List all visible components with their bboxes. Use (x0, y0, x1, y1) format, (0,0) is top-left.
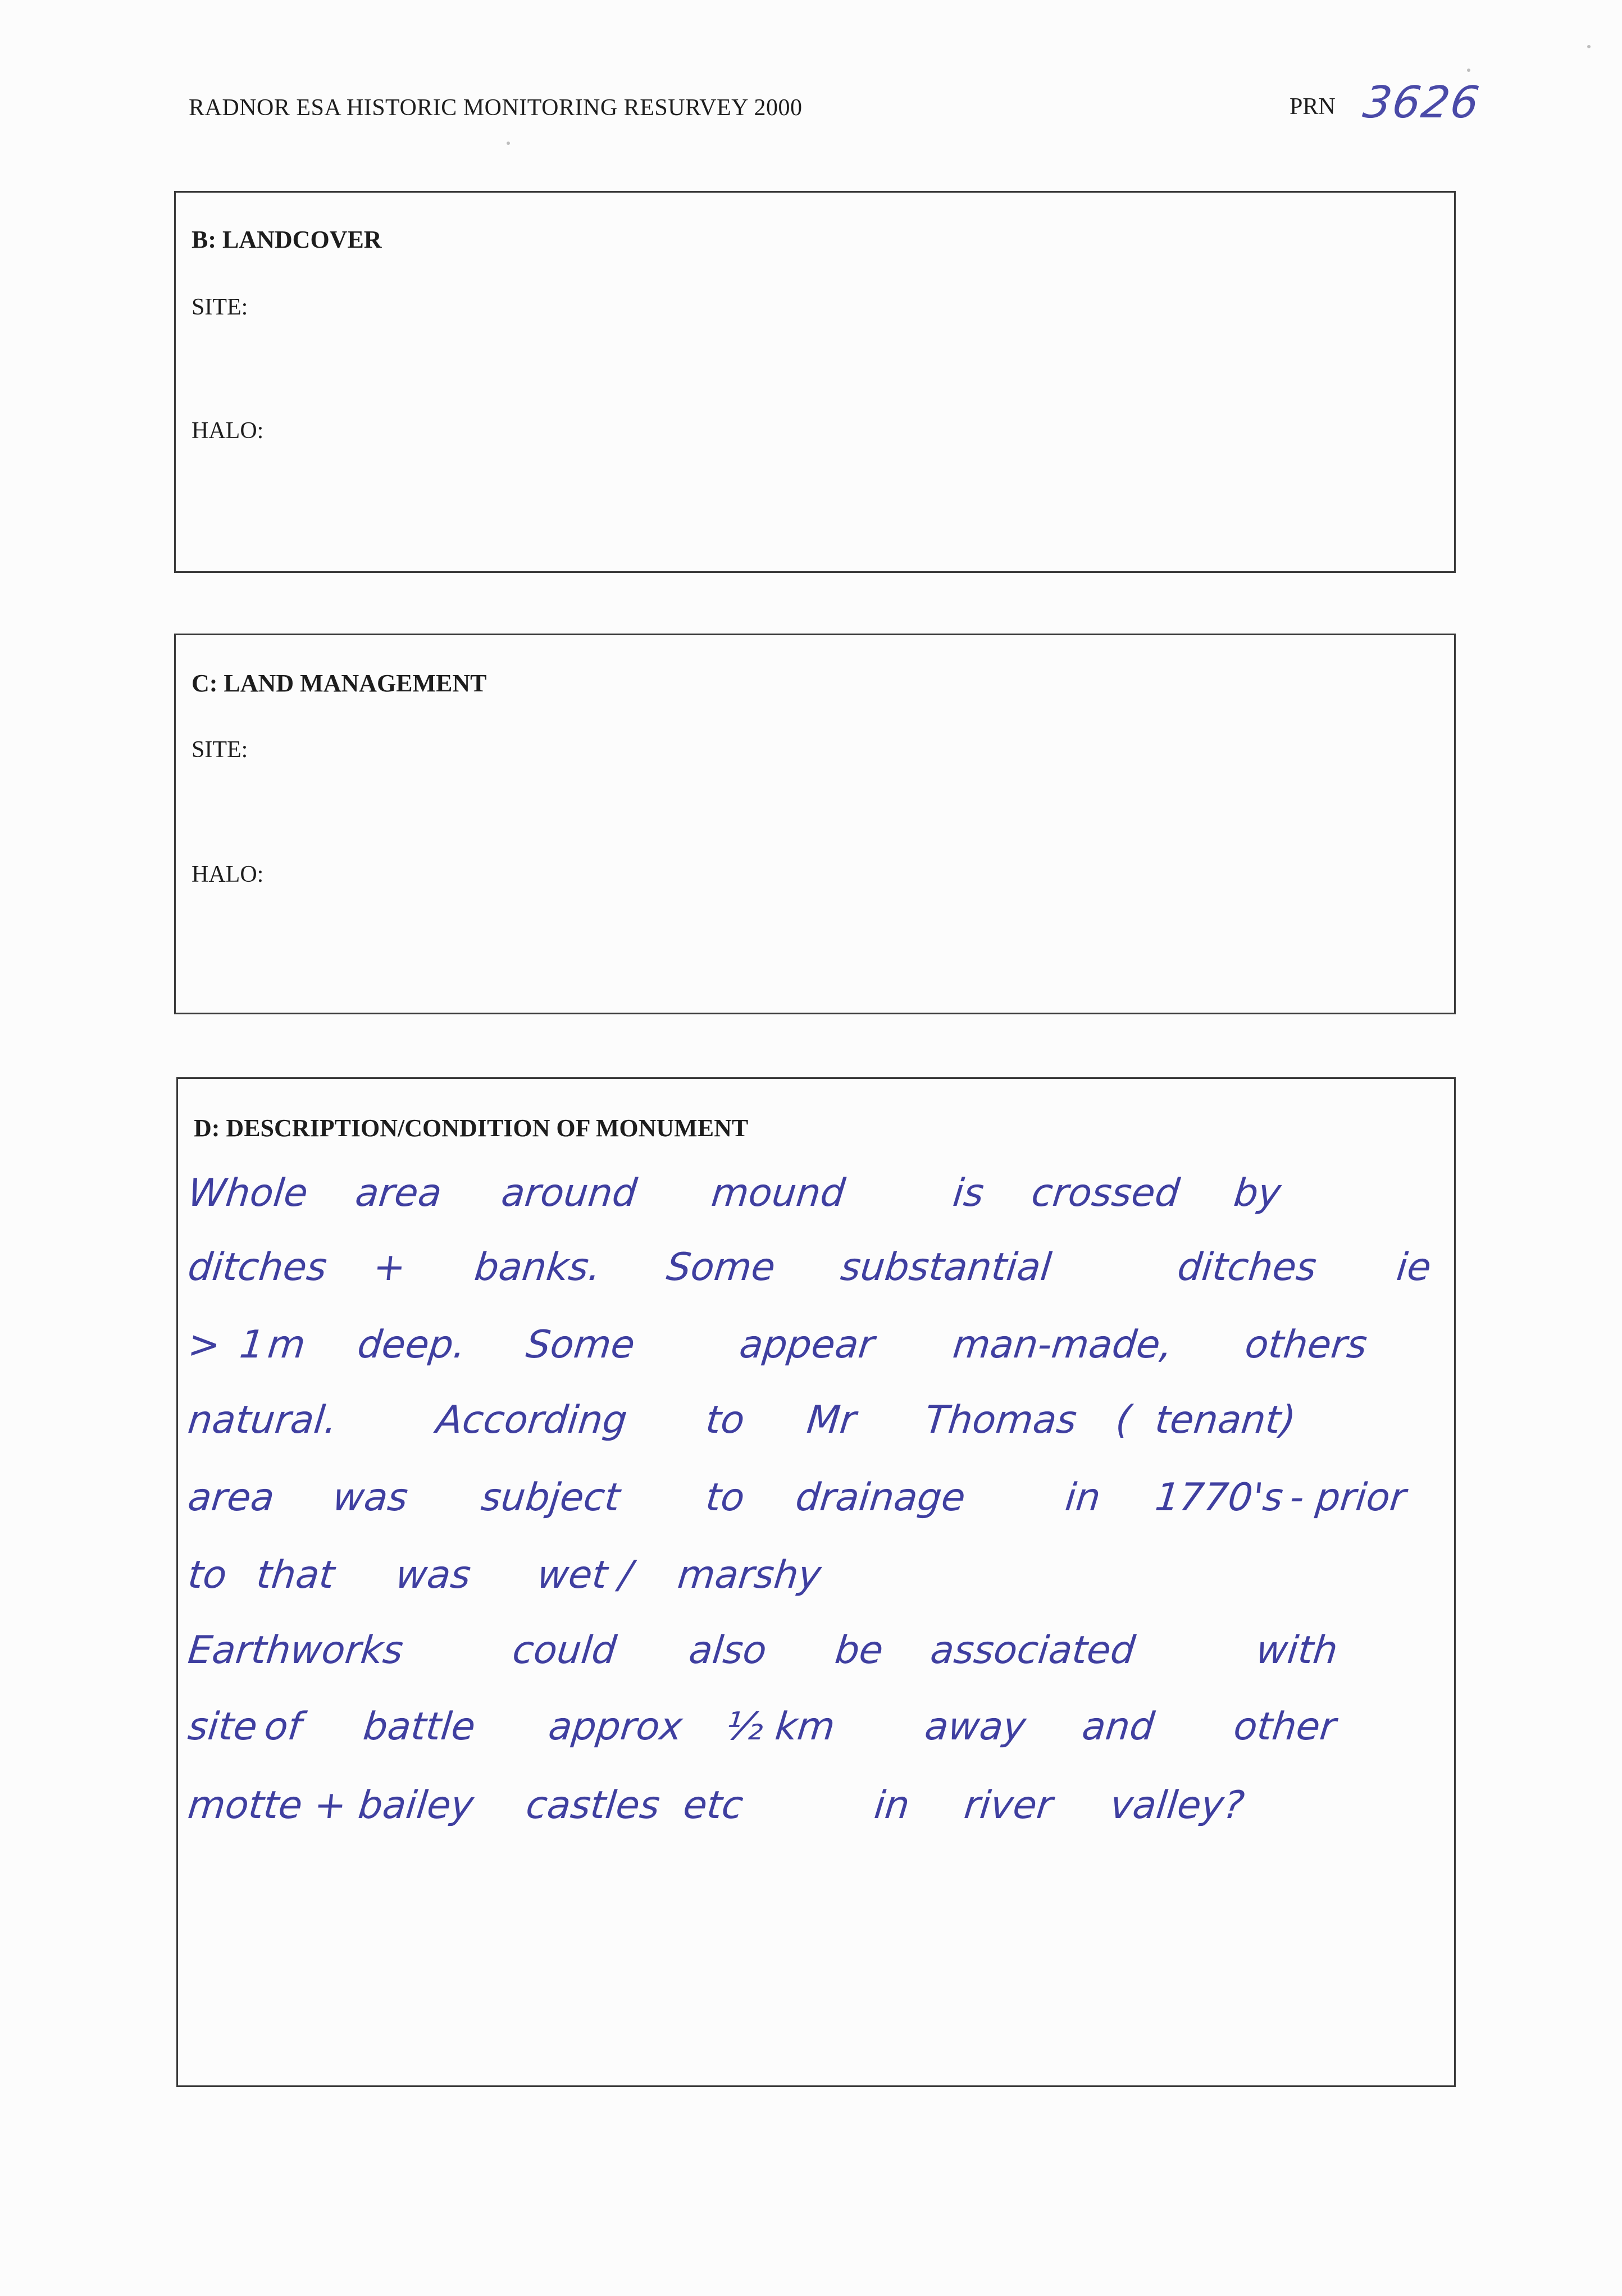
handwritten-word: crossed (1029, 1171, 1182, 1215)
handwritten-word: tenant) (1152, 1398, 1298, 1442)
description-title: D: DESCRIPTION/CONDITION OF MONUMENT (194, 1114, 749, 1142)
handwritten-word: battle (361, 1705, 478, 1749)
handwritten-word: also (686, 1628, 769, 1673)
handwritten-word: to (703, 1398, 747, 1442)
handwritten-word: motte + bailey (185, 1783, 476, 1828)
handwritten-word: ditches (1175, 1245, 1319, 1290)
handwritten-word: that (254, 1553, 337, 1597)
handwritten-word: in (872, 1783, 912, 1828)
prn-handwritten-value: 3626 (1360, 78, 1483, 128)
handwritten-word: was (393, 1553, 473, 1597)
handwritten-word: with (1254, 1628, 1340, 1673)
handwritten-word: m (265, 1323, 308, 1367)
handwritten-line (178, 1705, 1457, 1775)
handwritten-word: > (185, 1323, 223, 1367)
land-management-site-label: SITE: (192, 737, 248, 763)
land-management-halo-label: HALO: (192, 862, 264, 887)
handwritten-line (178, 1475, 1457, 1546)
handwritten-word: appear (737, 1323, 877, 1367)
handwritten-word: other (1231, 1705, 1338, 1749)
handwritten-word: mound (709, 1171, 848, 1215)
handwritten-word: Thomas (922, 1398, 1079, 1442)
handwritten-word: 1 (237, 1323, 267, 1367)
landcover-title: B: LANDCOVER (192, 226, 382, 253)
handwritten-word: castles (523, 1783, 662, 1828)
landcover-section (174, 191, 1456, 573)
handwritten-word: Earthworks (185, 1628, 406, 1673)
handwritten-word: substantial (838, 1245, 1054, 1290)
handwritten-word: natural. (185, 1398, 339, 1442)
handwritten-word: associated (928, 1628, 1137, 1673)
handwritten-word: could (510, 1628, 619, 1673)
land-management-title: C: LAND MANAGEMENT (192, 669, 487, 697)
handwritten-description (178, 1079, 1454, 2085)
handwritten-word: to (703, 1475, 747, 1520)
handwritten-word: ie (1394, 1245, 1433, 1290)
handwritten-word: approx (546, 1705, 685, 1749)
handwritten-word: marshy (675, 1553, 823, 1597)
landcover-site-label: SITE: (192, 294, 248, 320)
prn-label: PRN (1290, 94, 1336, 120)
handwritten-word: - prior (1287, 1475, 1408, 1520)
handwritten-word: Some (523, 1323, 637, 1367)
handwritten-word: area (353, 1171, 444, 1215)
handwritten-line (178, 1628, 1457, 1699)
handwritten-word: banks. (472, 1245, 603, 1290)
handwritten-line (178, 1398, 1457, 1469)
handwritten-word: etc (681, 1783, 746, 1828)
handwritten-word: wet / (535, 1553, 635, 1597)
handwritten-word: river (962, 1783, 1055, 1828)
handwritten-word: to (185, 1553, 229, 1597)
handwritten-line (178, 1171, 1457, 1242)
handwritten-word: deep. (355, 1323, 468, 1367)
scan-speck (1467, 69, 1470, 72)
handwritten-word: site (185, 1705, 260, 1749)
handwritten-word: of (262, 1705, 304, 1749)
handwritten-line (178, 1245, 1457, 1316)
handwritten-line (178, 1553, 1457, 1624)
landcover-halo-label: HALO: (192, 418, 264, 444)
handwritten-word: area (185, 1475, 277, 1520)
scan-speck (1587, 45, 1591, 48)
handwritten-word: + (371, 1245, 408, 1290)
land-management-section (174, 634, 1456, 1014)
handwritten-word: in (1063, 1475, 1103, 1520)
handwritten-word: According (434, 1398, 630, 1442)
form-header-title: RADNOR ESA HISTORIC MONITORING RESURVEY 2000 (189, 95, 803, 121)
handwritten-word: drainage (793, 1475, 968, 1520)
handwritten-word: Mr (804, 1398, 858, 1442)
handwritten-word: away (922, 1705, 1028, 1749)
handwritten-word: others (1242, 1323, 1369, 1367)
handwritten-word: be (832, 1628, 886, 1673)
handwritten-word: Whole (185, 1171, 310, 1215)
handwritten-word: around (499, 1171, 639, 1215)
handwritten-word: subject (479, 1475, 622, 1520)
handwritten-word: ditches (185, 1245, 329, 1290)
handwritten-word: 1770's (1152, 1475, 1286, 1520)
handwritten-word: ( (1113, 1398, 1133, 1442)
description-section (176, 1077, 1456, 2087)
handwritten-word: by (1231, 1171, 1283, 1215)
handwritten-line (178, 1783, 1457, 1854)
handwritten-word: valley? (1108, 1783, 1247, 1828)
handwritten-word: and (1079, 1705, 1157, 1749)
handwritten-word: was (330, 1475, 410, 1520)
handwritten-word: man-made, (950, 1323, 1175, 1367)
handwritten-line (178, 1323, 1457, 1393)
handwritten-word: is (950, 1171, 986, 1215)
scan-speck (507, 142, 510, 145)
handwritten-word: ½ km (723, 1705, 837, 1749)
handwritten-word: Some (664, 1245, 778, 1290)
